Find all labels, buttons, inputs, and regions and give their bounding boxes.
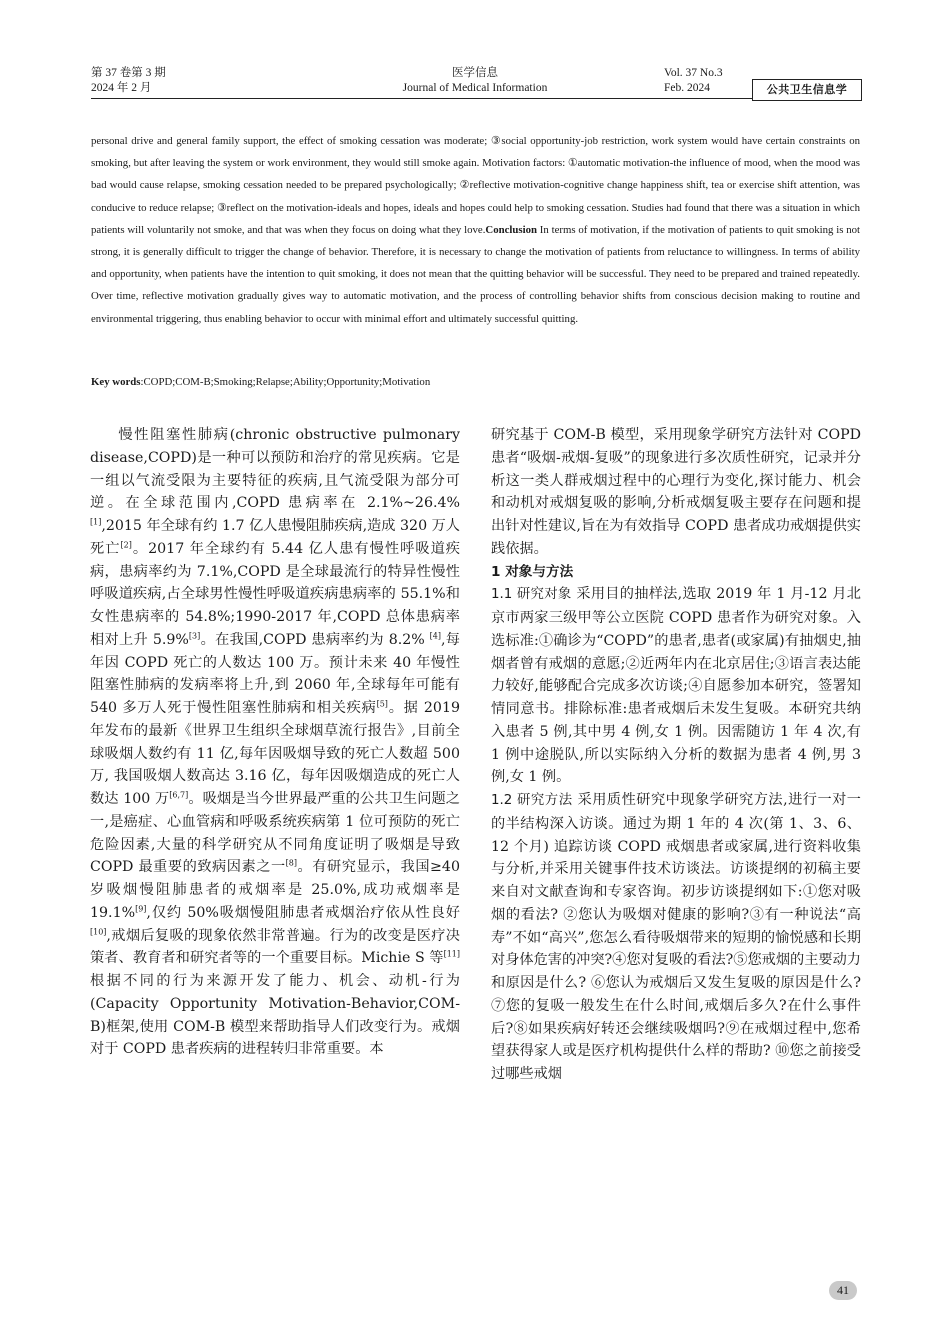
keywords-list: :COPD;COM-B;Smoking;Relapse;Ability;Opportunity;Motivation xyxy=(140,376,431,388)
journal-issue-en xyxy=(664,66,723,96)
text-run: 。在我国,COPD 患病率约为 8.2% xyxy=(200,631,430,648)
subsection-heading-methods: 1.2 研究方法 xyxy=(491,793,573,808)
intro-paragraph xyxy=(90,424,460,1061)
subsection-methods xyxy=(491,789,861,1086)
citation: [11] xyxy=(443,949,460,959)
citation: [10] xyxy=(90,926,107,936)
intro-paragraph-continued: 研究基于 COM-B 模型，采用现象学研究方法针对 COPD 患者“吸烟-戒烟-复吸”的现象进行多次质性研究，记录并分析这一类人群戒烟过程中的心理行为变化,探讨能力、机会和动机对戒烟复吸的影响,分析戒烟复吸主要存在问题和提出针对性建议,旨在为有效指导 COPD 患者成功戒烟提供实践依据。 xyxy=(491,427,861,557)
text-run: ,2015 年全球有约 1.7 亿人患慢阻肺疾病,造成 320 万人死亡 xyxy=(90,518,460,557)
body-column-right xyxy=(491,424,861,1086)
body-column-left xyxy=(90,424,460,1061)
abstract-text xyxy=(91,130,860,330)
journal-name-en: Journal of Medical Information xyxy=(402,82,548,94)
section-badge: 公共卫生信息学 xyxy=(752,79,862,101)
citation: [3] xyxy=(188,631,201,641)
issue-date-en: Feb. 2024 xyxy=(664,82,710,94)
issue-date: 2024 年 2 月 xyxy=(91,82,152,94)
text-run: 根据不同的行为来源开发了能力、机会、动机-行为(Capacity Opportunity Motivation-Behavior,COM-B)框架,使用 COM-B 模型来帮助指导人们改变行为。戒烟对于 COPD 患者疾病的进程转归非常重要。本 xyxy=(90,973,460,1058)
journal-name-cn: 医学信息 xyxy=(452,67,498,79)
subjects-text: 采用目的抽样法,选取 2019 年 1 月-12 月北京市两家三级甲等公立医院 COPD 患者作为研究对象。入选标准:①确诊为“COPD”的患者,患者(或家属)有抽烟史,抽烟者曾有戒烟的意愿;②近两年内在北京居住;③语言表达能力较好,能够配合完成多次访谈;④自愿参加本研究，签署知情同意书。排除标准:患者戒烟后未发生复吸。本研究共纳入患者 5 例,其中男 4 例,女 1 例。因需随访 1 年 4 次,有 1 例中途脱队,所以实际纳入分析的数据为患者 4 例,男 3 例,女 1 例。 xyxy=(491,586,861,786)
citation: [6,7] xyxy=(169,790,189,800)
abstract-text-before: personal drive and general family support, the effect of smoking cessation was moderate; ③social opportunity-job restriction, work system would have certain constraints on smoking, but after leaving the system or work environment, they would still smoke again. Motivation factors: ①automatic motivation-the influence of mood, when the mood was bad would cause relapse, smoking cessation needed to be prepared psychologically; ②reflective motivation-cognitive change happiness shift, tea or exercise shift attention, was conducive to reduce relapse; ③reflect on the motivation-ideals and hopes, ideals and hopes could help to smoking cessation. Studies had found that there was a situation in which patients will voluntarily not smoke, and that was when they focus on doing what they love. xyxy=(91,135,860,236)
citation: [4] xyxy=(429,631,441,641)
header-rule xyxy=(91,98,753,99)
citation: [2] xyxy=(120,540,132,550)
page-number: 41 xyxy=(829,1281,857,1300)
citation: [5] xyxy=(376,699,388,709)
text-run: ,每年因 COPD 死亡的人数达 100 万。预计未来 40 年慢性阻塞性肺病的发病率将上升,到 2060 年,全球每年可能有 540 多万人死于慢性阻塞性肺病和相关疾病 xyxy=(90,631,460,716)
citation: [9] xyxy=(135,904,147,914)
abstract-text-after: In terms of motivation, if the motivation of patients to quit smoking is not strong, it is generally difficult to trigger the change of behavior. Therefore, it is necessary to change the motivation of patients from reluctance to willingness. In terms of ability and opportunity, when patients have the intention to quit smoking, it does not mean that the quitting behavior will be successful. They need to be prepared and trained repeatedly. Over time, reflective motivation gradually gives way to automatic motivation, and the process of controlling behavior shifts from conscious decision making to routine and environmental triggering, thus enabling behavior to occur with minimal effort and ultimately successful quitting. xyxy=(91,223,860,325)
volume-issue-en: Vol. 37 No.3 xyxy=(664,67,723,79)
text-run: ,仅约 50%吸烟慢阻肺患者戒烟治疗依从性良好 xyxy=(146,904,460,921)
volume-issue: 第 37 卷第 3 期 xyxy=(91,67,166,79)
text-run: 。2017 年全球约有 5.44 亿人患有慢性呼吸道疾病，患病率约为 7.1%,COPD 是全球最流行的特异性慢性呼吸道疾病,占全球男性慢性呼吸道疾病患病率的 55.1%和女性患病率的 54.8%;1990-2017 年,COPD 总体患病率相对上升 5.9% xyxy=(90,540,460,648)
citation: [1] xyxy=(90,517,102,527)
text-run: 。据 2019 年发布的最新《世界卫生组织全球烟草流行报告》,目前全球吸烟人数约有 11 亿,每年因吸烟导致的死亡人数超 500 万, 我国吸烟人数高达 3.16 亿，每年因吸烟造成的死亡人数达 100 万 xyxy=(90,700,460,807)
subsection-heading-subjects: 1.1 研究对象 xyxy=(491,587,572,603)
subsection-subjects xyxy=(491,583,861,789)
text-run: 。吸烟是当今世界最严重的公共卫生问题之一,是癌症、心血管病和呼吸系统疾病第 1 位可预防的死亡危险因素,大量的科学研究从不同角度证明了吸烟是导致 COPD 最重要的致病因素之一 xyxy=(90,791,460,876)
keywords-label: Key words xyxy=(91,376,141,388)
keywords xyxy=(91,372,860,392)
text-run: 慢性阻塞性肺病(chronic obstructive pulmonary disease,COPD)是一种可以预防和治疗的常见疾病。它是一组以气流受限为主要特征的疾病,且气流受限为部分可逆。在全球范围内,COPD 患病率在 2.1%~26.4% xyxy=(90,427,460,512)
citation: [8] xyxy=(285,858,298,868)
text-run: 。有研究显示，我国≥40 岁吸烟慢阻肺患者的戒烟率是 25.0%,成功戒烟率是 19.1% xyxy=(90,859,460,921)
conclusion-label: Conclusion xyxy=(485,223,538,236)
text-run: ,戒烟后复吸的现象依然非常普遍。行为的改变是医疗决策者、教育者和研究者等的一个重要目标。Michie S 等 xyxy=(90,927,460,967)
methods-text: 采用质性研究中现象学研究方法,进行一对一的半结构深入访谈。通过为期 1 年的 4 次(第 1、3、6、12 个月) 追踪访谈 COPD 戒烟患者或家属,进行资料收集与分析,并采用关键事件技术访谈法。访谈提纲的初稿主要来自对文献查询和专家咨询。初步访谈提纲如下:①您对吸烟的看法? ②您认为吸烟对健康的影响?③有一种说法“高寿”不如“高兴”,您怎么看待吸烟带来的短期的愉悦感和长期对身体危害的冲突?④您对复吸的看法?⑤您戒烟的主要动力和原因是什么? ⑥您认为戒烟后又发生复吸的原因是什么?⑦您的复吸一般发生在什么时间,戒烟后多久?在什么事件后?⑧如果疾病好转还会继续吸烟吗?⑨在戒烟过程中,您希望获得家人或是医疗机构提供什么样的帮助? ⑩您之前接受过哪些戒烟 xyxy=(491,792,861,1082)
section-heading-methods: 1 对象与方法 xyxy=(491,563,574,580)
